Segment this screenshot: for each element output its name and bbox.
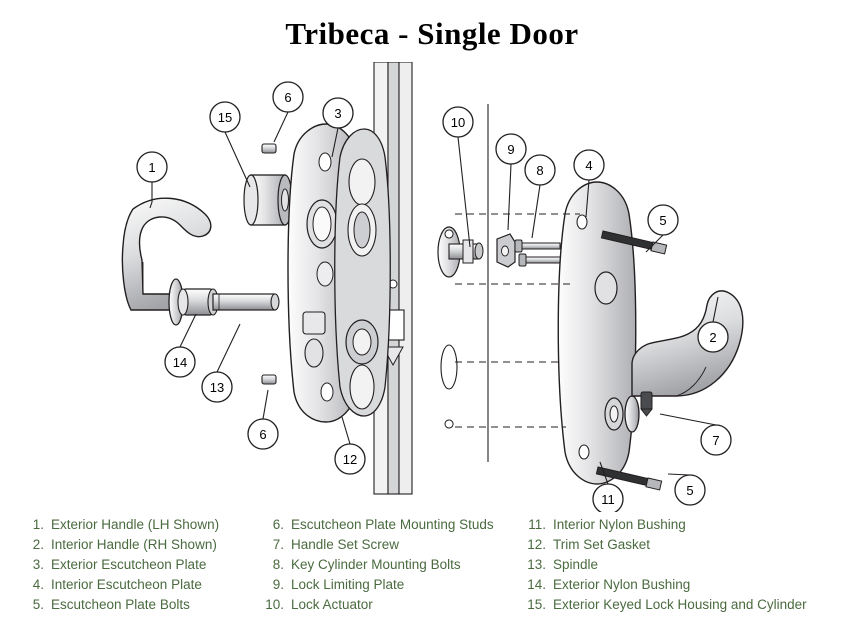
legend-column-3 — [524, 515, 854, 615]
legend-number: 2. — [32, 537, 44, 552]
legend-label: Key Cylinder Mounting Bolts — [291, 557, 461, 572]
legend-number: 13. — [527, 557, 546, 572]
legend-label: Trim Set Gasket — [553, 537, 651, 552]
legend-label: Exterior Nylon Bushing — [553, 577, 691, 592]
diagram-svg — [0, 62, 864, 512]
legend-label: Escutcheon Plate Bolts — [51, 597, 190, 612]
legend-number: 1. — [32, 517, 44, 532]
legend-item — [262, 535, 530, 554]
callout-1[interactable] — [137, 152, 167, 182]
legend-label: Exterior Escutcheon Plate — [51, 557, 207, 572]
legend-label: Interior Escutcheon Plate — [51, 577, 202, 592]
legend-number: 14. — [527, 577, 546, 592]
legend-item — [22, 575, 272, 594]
callout-2[interactable] — [698, 322, 728, 352]
callout-label: 11 — [601, 492, 615, 507]
lock-limiting-plate — [497, 234, 515, 267]
callout-14[interactable] — [165, 347, 195, 377]
callout-5-lower[interactable] — [675, 475, 705, 505]
legend-item — [524, 555, 854, 574]
callout-6-lower[interactable] — [248, 419, 278, 449]
callout-6-upper[interactable] — [273, 82, 303, 112]
legend-number: 4. — [32, 577, 44, 592]
callout-label: 2 — [709, 330, 717, 345]
legend-label: Spindle — [553, 557, 599, 572]
callout-label: 7 — [712, 433, 720, 448]
callout-12[interactable] — [335, 444, 365, 474]
legend-number: 6. — [272, 517, 284, 532]
legend-number: 12. — [527, 537, 546, 552]
callout-9[interactable] — [496, 134, 526, 164]
handle-set-screw — [641, 392, 652, 416]
legend-number: 7. — [272, 537, 284, 552]
legend-number: 8. — [272, 557, 284, 572]
callout-label: 6 — [259, 427, 267, 442]
callout-5-upper[interactable] — [648, 205, 678, 235]
callout-8[interactable] — [525, 155, 555, 185]
legend-number: 15. — [527, 597, 546, 612]
trim-set-gasket — [335, 129, 391, 416]
legend-number: 5. — [32, 597, 44, 612]
legend-item — [262, 595, 530, 614]
legend-number: 9. — [272, 577, 284, 592]
callout-label: 13 — [209, 380, 225, 395]
exterior-lock-housing — [244, 175, 292, 225]
callout-label: 15 — [217, 110, 233, 125]
key-cylinder-bolt-upper — [515, 240, 560, 252]
callout-label: 12 — [342, 452, 358, 467]
legend-item — [524, 535, 854, 554]
callout-15[interactable] — [210, 102, 240, 132]
callout-7[interactable] — [701, 425, 731, 455]
legend-item — [22, 515, 272, 534]
callout-label: 9 — [507, 142, 515, 157]
page-title: Tribeca - Single Door — [285, 16, 579, 51]
legend-number: 3. — [32, 557, 44, 572]
interior-nylon-bushing — [605, 398, 623, 430]
legend-item — [22, 595, 272, 614]
callout-label: 4 — [585, 158, 593, 173]
legend-number: 10. — [265, 597, 284, 612]
callout-13[interactable] — [202, 372, 232, 402]
callout-4[interactable] — [574, 150, 604, 180]
callout-3[interactable] — [323, 98, 353, 128]
callout-label: 14 — [172, 355, 188, 370]
callout-label: 6 — [284, 90, 292, 105]
legend-number: 11. — [528, 517, 546, 532]
legend-label: Interior Nylon Bushing — [553, 517, 686, 532]
legend-item — [262, 555, 530, 574]
legend-item — [524, 515, 854, 534]
legend-column-1 — [22, 515, 272, 615]
callout-label: 8 — [536, 163, 544, 178]
callout-label: 5 — [686, 483, 694, 498]
legend-label: Lock Limiting Plate — [291, 577, 405, 592]
legend-item — [524, 575, 854, 594]
legend-label: Lock Actuator — [291, 597, 373, 612]
spindle-assembly — [178, 289, 279, 315]
legend-item — [524, 595, 854, 614]
callout-label: 1 — [148, 160, 156, 175]
mounting-stud-bottom — [262, 375, 276, 384]
interior-escutcheon-plate — [558, 182, 636, 484]
mounting-stud-top — [262, 144, 276, 153]
callout-10[interactable] — [443, 107, 473, 137]
legend-column-2 — [262, 515, 530, 615]
legend-label: Exterior Keyed Lock Housing and Cylinder — [553, 597, 807, 612]
exploded-view-diagram — [0, 62, 864, 512]
legend-item — [22, 555, 272, 574]
legend-item — [262, 515, 530, 534]
legend-label: Interior Handle (RH Shown) — [51, 537, 217, 552]
legend-label: Exterior Handle (LH Shown) — [51, 517, 220, 532]
legend-label: Escutcheon Plate Mounting Studs — [291, 517, 494, 532]
callout-11[interactable] — [593, 484, 623, 512]
callout-label: 5 — [659, 213, 667, 228]
key-cylinder-bolt-lower — [519, 254, 564, 266]
callout-label: 3 — [334, 106, 342, 121]
callout-label: 10 — [450, 115, 466, 130]
legend-label: Handle Set Screw — [291, 537, 400, 552]
legend-item — [22, 535, 272, 554]
legend — [0, 515, 864, 632]
legend-item — [262, 575, 530, 594]
